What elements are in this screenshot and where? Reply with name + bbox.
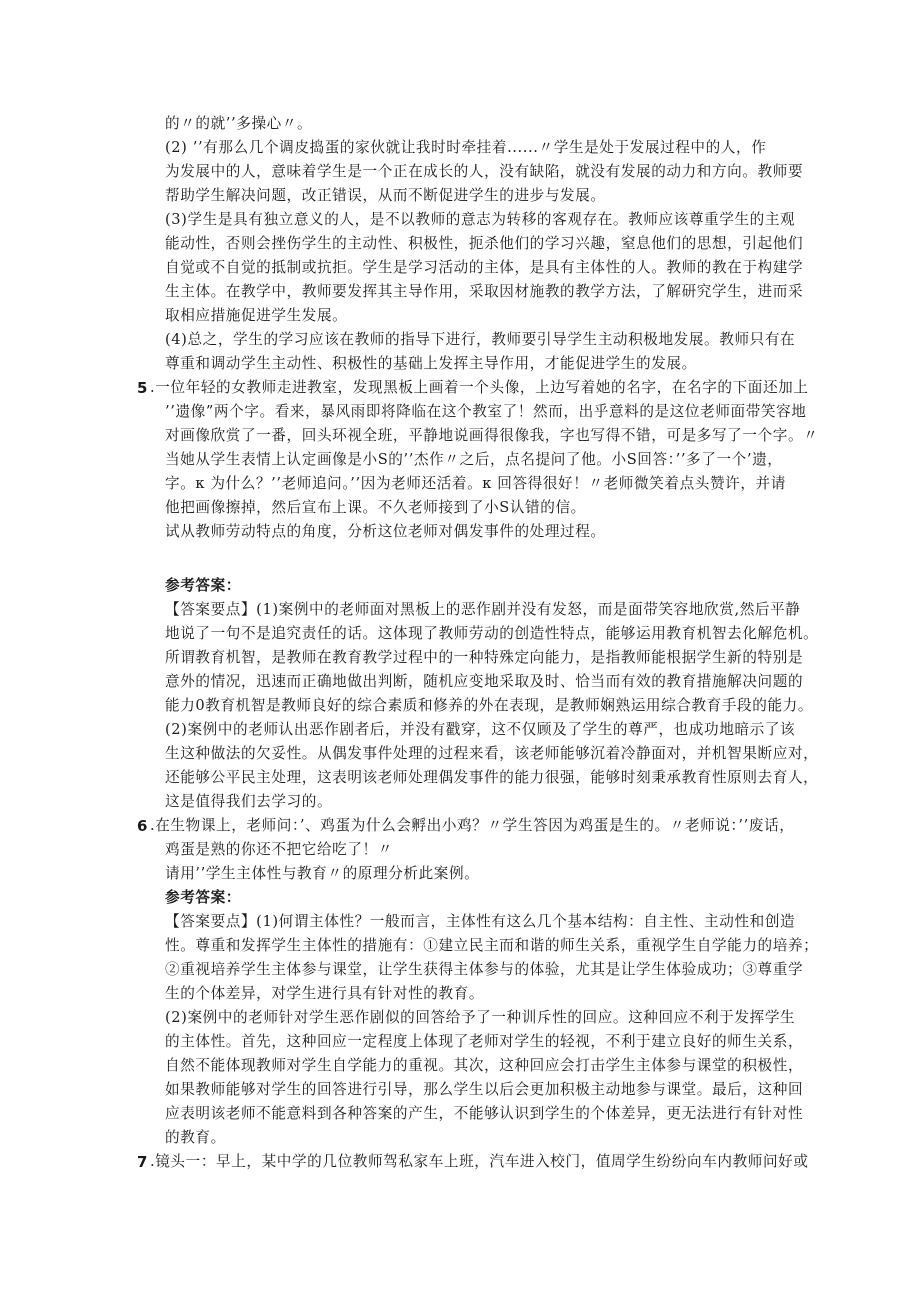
q6-answer-line: 自然不能体现教师对学生自学能力的重视。其次，这种回应会打击学生主体参与课堂的积极性， — [165, 1057, 804, 1074]
question-7-line: .镜头一：早上，某中学的几位教师驾私家车上班，汽车进入校门，值周学生纷纷向车内教师问好或 — [150, 1153, 809, 1170]
q6-answer-line: 的主体性。首先，这种回应一定程度上体现了老师对学生的轻视，不利于建立良好的师生关系， — [165, 1033, 804, 1050]
q6-answer-line: 的教育。 — [165, 1129, 226, 1146]
paragraph-4-line: 尊重和调动学生主动性、积极性的基础上发挥主导作用，才能促进学生的发展。 — [165, 355, 697, 372]
question-5-line: 他把画像擦掉，然后宣布上课。不久老师接到了小S认错的信。 — [165, 499, 586, 516]
question-7-number: 7 — [137, 1153, 148, 1171]
paragraph-2-line: 为发展中的人，意味着学生是一个正在成长的人，没有缺陷，就没有发展的动力和方向。教师要 — [165, 163, 804, 180]
question-5-line: ’’遗像”两个字。看来，暴风雨即将降临在这个教室了！然而，出乎意料的是这位老师面带笑容地 — [165, 403, 807, 420]
paragraph-3-line: (3)学生是具有独立意义的人，是不以教师的意志为转移的客观存在。教师应该尊重学生的主观 — [165, 211, 796, 228]
q5-answer-line: 【答案要点】(1)案例中的老师面对黑板上的恶作剧并没有发怒，而是面带笑容地欣赏,然后平静 — [165, 601, 801, 618]
q5-answer-line: 意外的情况，迅速而正确地做出判断，随机应变地采取及时、恰当而有效的教育措施解决问题的 — [165, 673, 804, 690]
q5-answer-line: (2)案例中的老师认出恶作剧者后，并没有戳穿，这不仅顾及了学生的尊严，也成功地暗示了该 — [165, 721, 796, 738]
paragraph-3-line: 取相应措施促进学生发展。 — [165, 307, 348, 324]
question-5-line: .一位年轻的女教师走进教室，发现黑板上画着一个头像，上边写着她的名字，在名字的下面还加上 — [150, 379, 809, 396]
paragraph-3-line: 生主体。在教学中，教师要发挥其主导作用，采取因材施教的教学方法，了解研究学生，进而采 — [165, 283, 804, 300]
paragraph-2-line: 帮助学生解决问题，改正错误，从而不断促进学生的进步与发展。 — [165, 187, 606, 204]
q5-answer-heading: 参考答案： — [165, 577, 241, 594]
paragraph-4-line: (4)总之，学生的学习应该在教师的指导下进行，教师要引导学生主动积极地发展。教师只有在 — [165, 331, 796, 348]
q6-answer-line: (2)案例中的老师针对学生恶作剧似的回答给予了一种训斥性的回应。这种回应不利于发挥学生 — [165, 1009, 796, 1026]
q6-answer-line: 如果教师能够对学生的回答进行引导，那么学生以后会更加积极主动地参与课堂。最后，这种回 — [165, 1081, 804, 1098]
q5-answer-line: 这是值得我们去学习的。 — [165, 793, 333, 810]
question-6-line: 请用’’学生主体性与教育〃的原理分析此案例。 — [165, 865, 480, 882]
question-5-number: 5 — [137, 379, 148, 397]
question-5-line: 试从教师劳动特点的角度，分析这位老师对偶发事件的处理过程。 — [165, 523, 606, 540]
question-6-number: 6 — [137, 817, 148, 835]
q6-answer-heading: 参考答案： — [165, 889, 241, 906]
question-6-line: 鸡蛋是熟的你还不把它给吃了！〃 — [165, 841, 393, 858]
q5-answer-line: 能力0教育机智是教师良好的综合素质和修养的外在表现，是教师娴熟运用综合教育手段的能力。 — [165, 697, 814, 714]
continuation-line: 的〃的就’’多操心〃。 — [165, 115, 313, 132]
q5-answer-line: 还能够公平民主处理，这表明该老师处理偶发事件的能力很强，能够时刻秉承教育性原则去育人， — [165, 769, 819, 786]
q6-answer-line: 性。尊重和发挥学生主体性的措施有：①建立民主而和谐的师生关系，重视学生自学能力的培养； — [165, 937, 819, 954]
question-5-line: 对画像欣赏了一番，回头环视全班，平静地说画得很像我，字也写得不错，可是多写了一个字。〃 — [165, 427, 819, 444]
question-5-line: 字。κ 为什么？’’老师追问。’’因为老师还活着。κ 回答得很好！〃老师微笑着点头赞许，并请 — [165, 475, 786, 492]
q6-answer-line: 生的个体差异，对学生进行具有针对性的教育。 — [165, 985, 485, 1002]
q6-answer-line: 应表明该老师不能意料到各种答案的产生，不能够认识到学生的个体差异，更无法进行有针对性 — [165, 1105, 804, 1122]
question-5-line: 当她从学生表情上认定画像是小S的’’杰作〃之后，点名提问了他。小S回答：’’多了一个’遗， — [165, 451, 783, 468]
q6-answer-line: 【答案要点】(1)何谓主体性？一般而言，主体性有这么几个基本结构：自主性、主动性和创造 — [165, 913, 796, 930]
paragraph-3-line: 自觉或不自觉的抵制或抗拒。学生是学习活动的主体，是具有主体性的人。教师的教在于构建学 — [165, 259, 804, 276]
q5-answer-line: 生这种做法的欠妥性。从偶发事件处理的过程来看，该老师能够沉着冷静面对，并机智果断应对， — [165, 745, 819, 762]
question-6-line: .在生物课上，老师问：’、鸡蛋为什么会孵出小鸡？〃学生答因为鸡蛋是生的。〃老师说：’’废话， — [150, 817, 795, 834]
q5-answer-line: 地说了一句不是追究责任的话。这体现了教师劳动的创造性特点，能够运用教育机智去化解危机。 — [165, 625, 819, 642]
paragraph-2-line: (2) ’’有那么几个调皮捣蛋的家伙就让我时时牵挂着......〃学生是处于发展过程中的人，作 — [165, 139, 767, 156]
paragraph-3-line: 能动性，否则会挫伤学生的主动性、积极性，扼杀他们的学习兴趣，窒息他们的思想，引起他们 — [165, 235, 804, 252]
q5-answer-line: 所谓教育机智，是教师在教育教学过程中的一种特殊定向能力，是指教师能根据学生新的特别是 — [165, 649, 804, 666]
q6-answer-line: ②重视培养学生主体参与课堂，让学生获得主体参与的体验，尤其是让学生体验成功；③尊重学 — [165, 961, 804, 978]
